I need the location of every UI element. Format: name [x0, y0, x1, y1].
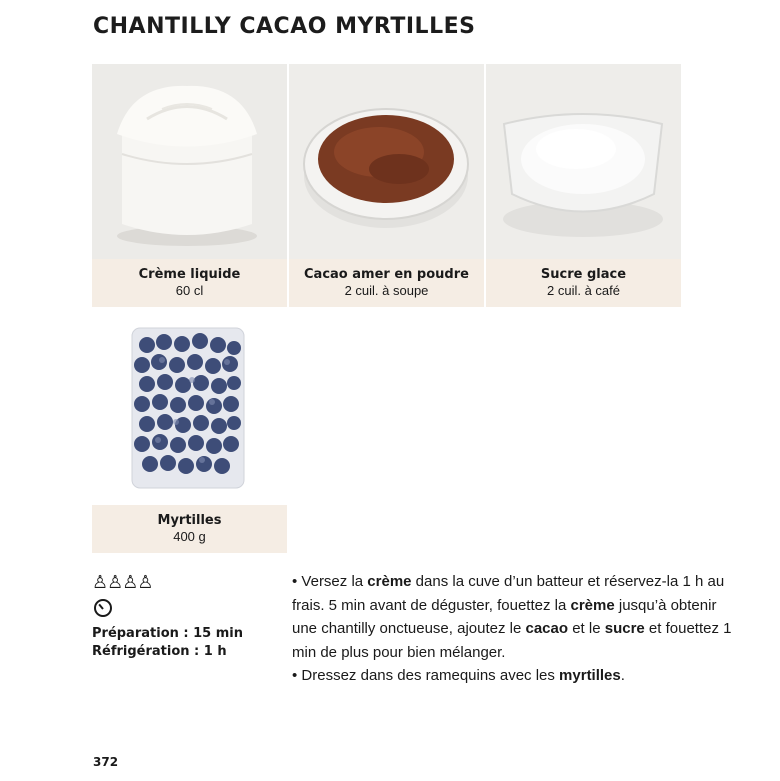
ingredient-card-creme [92, 64, 287, 307]
ingredient-card-sucre [486, 64, 681, 307]
recipe-meta [92, 572, 243, 661]
ingredient-name: Sucre glace [540, 267, 627, 282]
refrigeration-time: Réfrigération : 1 h [92, 644, 227, 659]
creme-photo [92, 64, 287, 259]
cacao-photo [289, 64, 484, 259]
ingredient-label [92, 505, 287, 553]
ingredient-name: Crème liquide [138, 267, 241, 282]
ingredient-qty: 60 cl [175, 283, 204, 298]
servings-icons: ♙♙♙♙ [92, 572, 153, 593]
step-1: • Versez la crème dans la cuve d’un batteur et réservez-la 1 h au frais. 5 min avant de déguster, fouettez la crème jusqu’à obtenir une chantilly onctueuse, ajoutez le cacao et le sucre et fouettez 1 min de plus pour bien mélanger. [292, 573, 732, 661]
ingredient-name: Myrtilles [157, 513, 222, 528]
page-number: 372 [93, 755, 119, 769]
recipe-steps [292, 570, 732, 688]
prep-time: Préparation : 15 min [92, 626, 243, 641]
sucre-photo [486, 64, 681, 259]
recipe-title: CHANTILLY CACAO MYRTILLES [93, 14, 476, 39]
ingredient-label [486, 259, 681, 307]
ingredient-qty: 2 cuil. à café [547, 283, 620, 298]
ingredient-card-myrtilles [92, 310, 287, 553]
myrtilles-photo [92, 310, 287, 505]
clock-icon [94, 599, 112, 617]
ingredient-qty: 2 cuil. à soupe [344, 283, 429, 298]
ingredient-label [289, 259, 484, 307]
ingredient-card-cacao [289, 64, 484, 307]
ingredient-name: Cacao amer en poudre [304, 267, 469, 282]
ingredient-qty: 400 g [173, 529, 206, 544]
ingredient-label [92, 259, 287, 307]
step-2: • Dressez dans des ramequins avec les myrtilles. [292, 667, 625, 684]
